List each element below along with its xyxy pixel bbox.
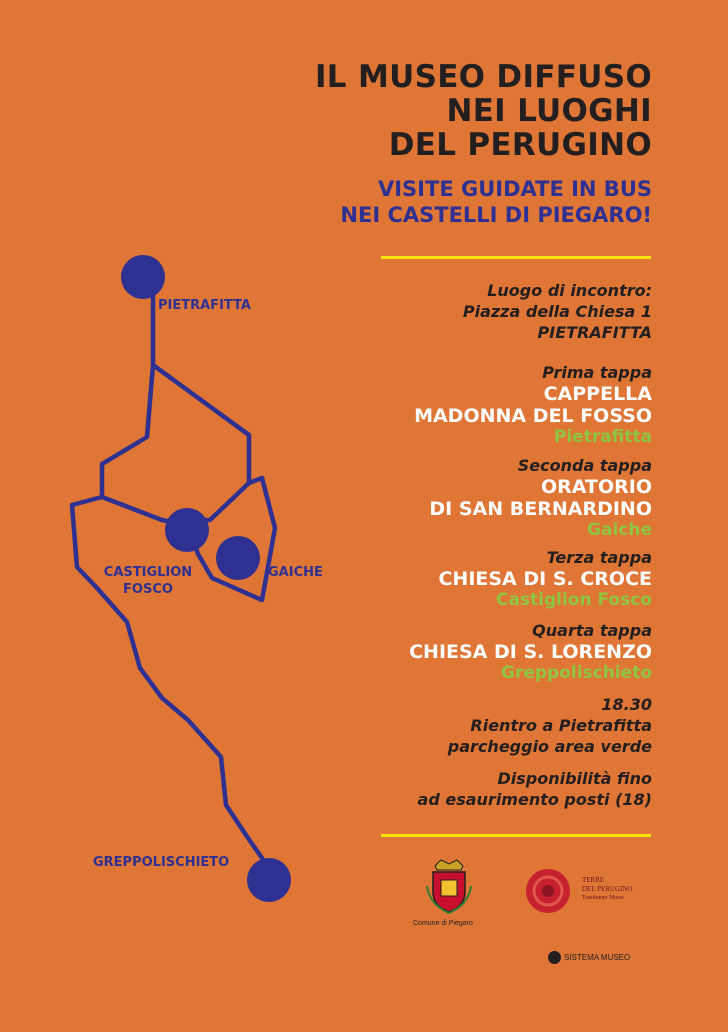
- stop-label: Seconda tappa: [517, 456, 652, 475]
- sistema-museo-text: SISTEMA MUSEO: [564, 953, 631, 962]
- stop-name: MADONNA DEL FOSSO: [414, 405, 652, 427]
- stop-2: [429, 455, 652, 541]
- terre-del-perugino-logo-icon: [518, 866, 580, 916]
- stop-label: Quarta tappa: [532, 621, 652, 640]
- stop-marker-greppolischieto: [247, 858, 291, 902]
- sistema-museo-logo: [548, 951, 630, 964]
- stop-label: Terza tappa: [546, 548, 652, 567]
- meeting-point: [463, 280, 652, 343]
- availability-info: [418, 768, 652, 810]
- map-label-castiglion-line2: FOSCO: [123, 582, 173, 597]
- comune-crest-icon: [425, 856, 473, 914]
- subtitle-line: NEI CASTELLI DI PIEGARO!: [340, 203, 652, 227]
- page-subtitle: [340, 176, 652, 228]
- title-line: DEL PERUGINO: [388, 127, 652, 163]
- stop-place: Pietrafitta: [553, 427, 652, 447]
- return-info: [448, 694, 652, 757]
- map-label-pietrafitta: PIETRAFITTA: [158, 298, 251, 313]
- terre-logo-text: [582, 876, 633, 903]
- subtitle-line: VISITE GUIDATE IN BUS: [377, 177, 652, 201]
- map-label-greppolischieto: GREPPOLISCHIETO: [93, 855, 230, 870]
- meeting-address: Piazza della Chiesa 1: [462, 302, 652, 321]
- page-title: [315, 60, 652, 162]
- comune-caption: Comune di Piegaro: [413, 920, 473, 927]
- stop-name: DI SAN BERNARDINO: [429, 498, 652, 520]
- title-line: IL MUSEO DIFFUSO: [314, 59, 652, 95]
- sistema-museo-icon: [548, 951, 561, 964]
- divider-top: [381, 256, 651, 259]
- stop-name: CHIESA DI S. CROCE: [438, 568, 652, 590]
- stop-marker-gaiche: [216, 536, 260, 580]
- availability-line: ad esaurimento posti (18): [417, 790, 652, 809]
- stop-name: CAPPELLA: [543, 383, 652, 405]
- stop-4: [409, 620, 652, 684]
- map-label-castiglion-line1: CASTIGLION: [103, 565, 193, 580]
- stop-marker-castiglion: [165, 508, 209, 552]
- title-line: NEI LUOGHI: [446, 93, 652, 129]
- stop-marker-pietrafitta: [121, 255, 165, 299]
- terre-logo-line2: DEL PERUGINO: [582, 885, 633, 893]
- return-line: parcheggio area verde: [447, 737, 652, 756]
- divider-bottom: [381, 834, 651, 837]
- stop-name: ORATORIO: [541, 476, 652, 498]
- map-label-gaiche: GAICHE: [268, 565, 323, 580]
- stop-1: [414, 362, 652, 448]
- return-time: 18.30: [601, 695, 652, 714]
- terre-logo-line1: TERRE: [582, 876, 605, 884]
- availability-line: Disponibilità fino: [497, 769, 652, 788]
- stop-name: CHIESA DI S. LORENZO: [409, 641, 652, 663]
- stop-label: Prima tappa: [542, 363, 652, 382]
- meeting-label: Luogo di incontro:: [487, 281, 652, 300]
- stop-place: Castiglion Fosco: [495, 590, 652, 610]
- stop-3: [438, 547, 652, 611]
- terre-logo-line3: Trasimeno Musei: [582, 895, 624, 901]
- meeting-town: PIETRAFITTA: [537, 323, 652, 342]
- stop-place: Gaiche: [587, 520, 652, 540]
- stop-place: Greppolischieto: [501, 663, 652, 683]
- return-line: Rientro a Pietrafitta: [470, 716, 652, 735]
- map-label-castiglion: [95, 564, 201, 598]
